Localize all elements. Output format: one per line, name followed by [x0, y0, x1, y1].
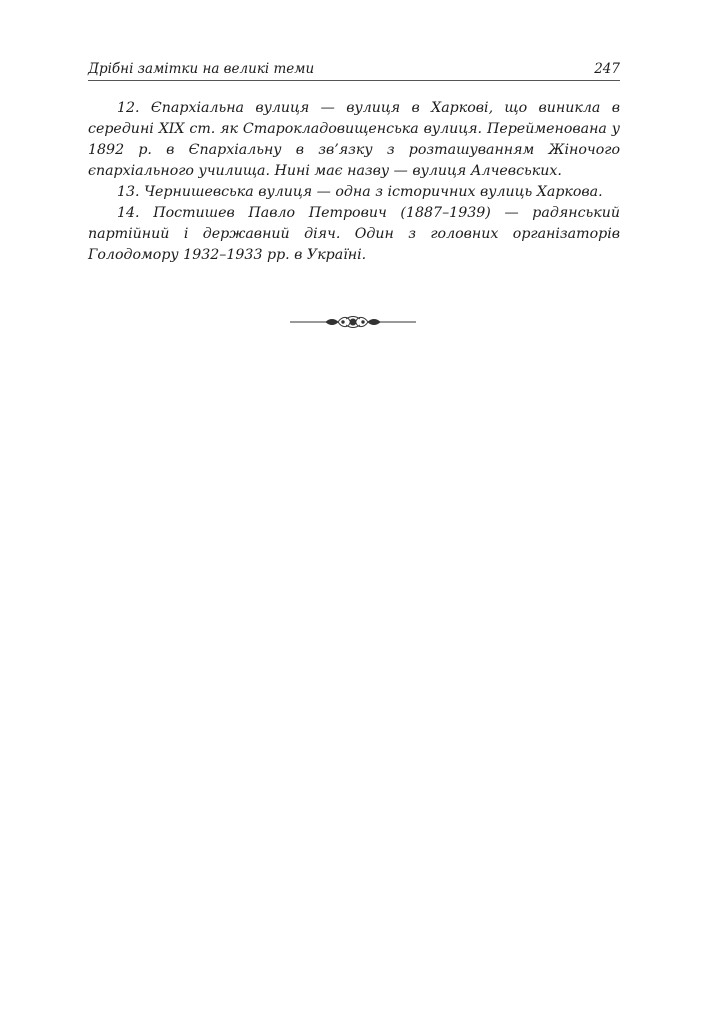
fleuron-divider-icon	[288, 313, 418, 331]
endnote-13: 13. Чернишевська вулиця — одна з історичних вулиць Харкова.	[117, 184, 603, 200]
running-header	[88, 58, 620, 80]
header-rule	[88, 80, 620, 81]
endnote-12: 12. Єпархіальна вулиця — вулиця в Харкові, що виникла в середині XIX ст. як Старокладовищенська вулиця. Перейменована у 1892 р. в Єпархіальну в зв’язку з розташуванням Жіночого єпархіального училища. Нині має назву — вулиця Алчевських.	[88, 100, 620, 179]
running-title: Дрібні замітки на великі теми	[88, 61, 315, 77]
endnotes	[88, 98, 620, 266]
page-number: 247	[594, 61, 620, 77]
endnote-14: 14. Постишев Павло Петрович (1887–1939) — радянський партійний і державний діяч. Один з головних організаторів Голодомору 1932–1933 рр. в Україні.	[88, 205, 620, 263]
